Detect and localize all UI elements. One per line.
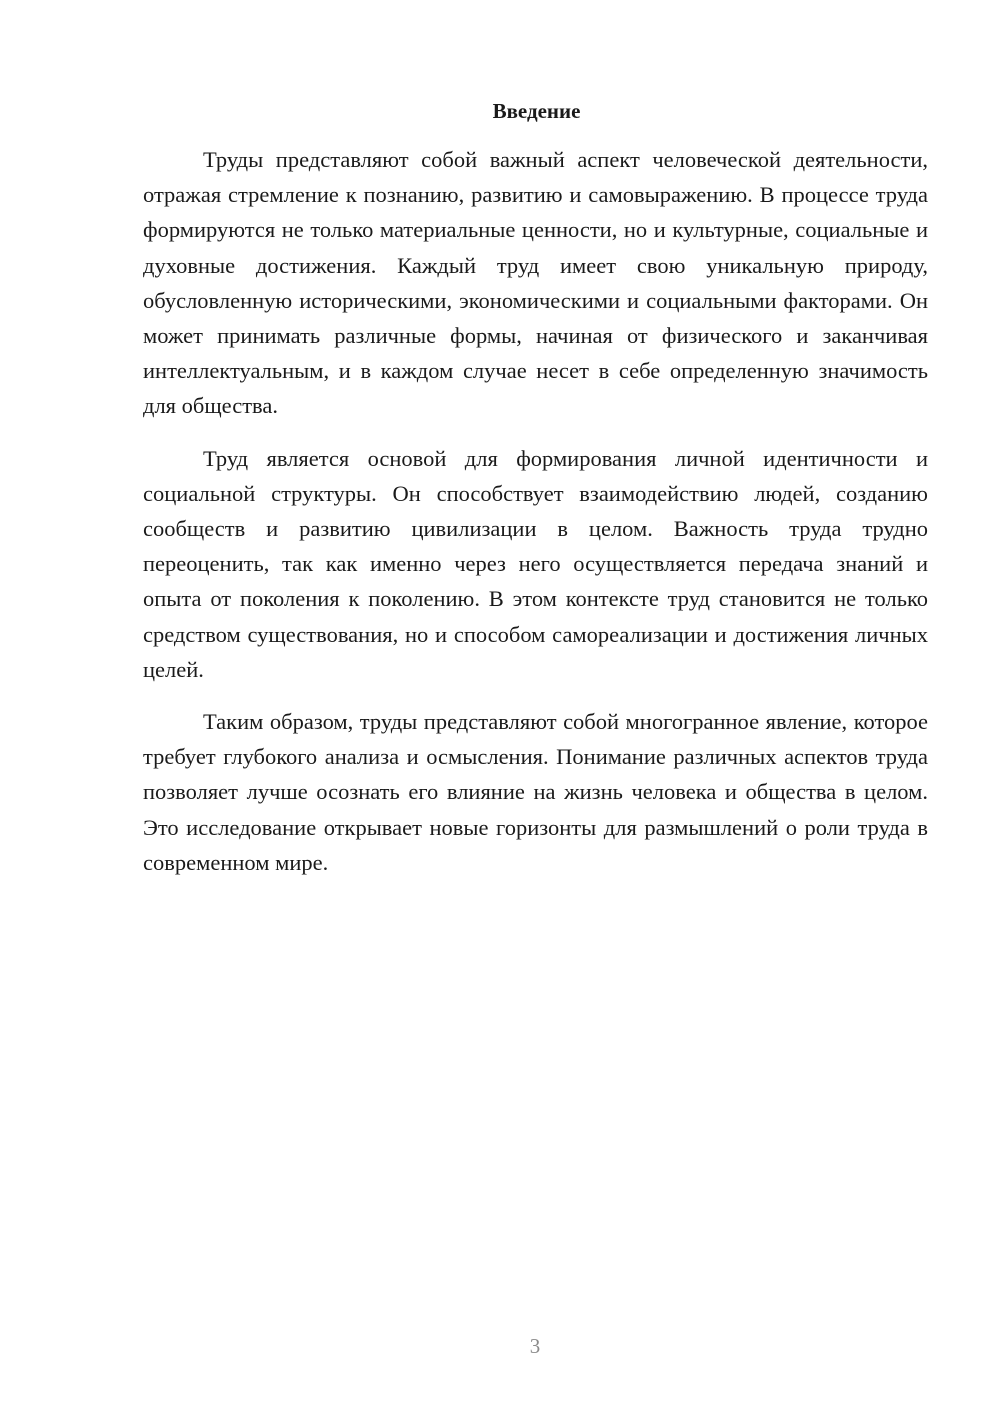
paragraph-2: Труд является основой для формирования личной идентичности и социальной структуры. Он способствует взаимодействию людей, созданию сообществ и развитию цивилизации в целом. Важность труда трудно переоценить, так как именно через него осуществляется передача знаний и опыта от поколения к поколению. В этом контексте труд становится не только средством существования, но и способом самореализации и достижения личных целей. bbox=[143, 445, 928, 682]
page-content bbox=[143, 96, 928, 897]
section-heading: Введение bbox=[492, 99, 581, 123]
page-number: 3 bbox=[529, 1334, 541, 1358]
paragraph-3: Таким образом, труды представляют собой многогранное явление, которое требует глубокого анализа и осмысления. Понимание различных аспектов труда позволяет лучше осознать его влияние на жизнь человека и общества в целом. Это исследование открывает новые горизонты для размышлений о роли труда в современном мире. bbox=[143, 709, 928, 875]
paragraph-1: Труды представляют собой важный аспект человеческой деятельности, отражая стремление к познанию, развитию и самовыражению. В процессе труда формируются не только материальные ценности, но и культурные, социальные и духовные достижения. Каждый труд имеет свою уникальную природу, обусловленную историческими, экономическими и социальными факторами. Он может принимать различные формы, начиная от физического и заканчивая интеллектуальным, и в каждом случае несет в себе определенную значимость для общества. bbox=[143, 147, 928, 419]
